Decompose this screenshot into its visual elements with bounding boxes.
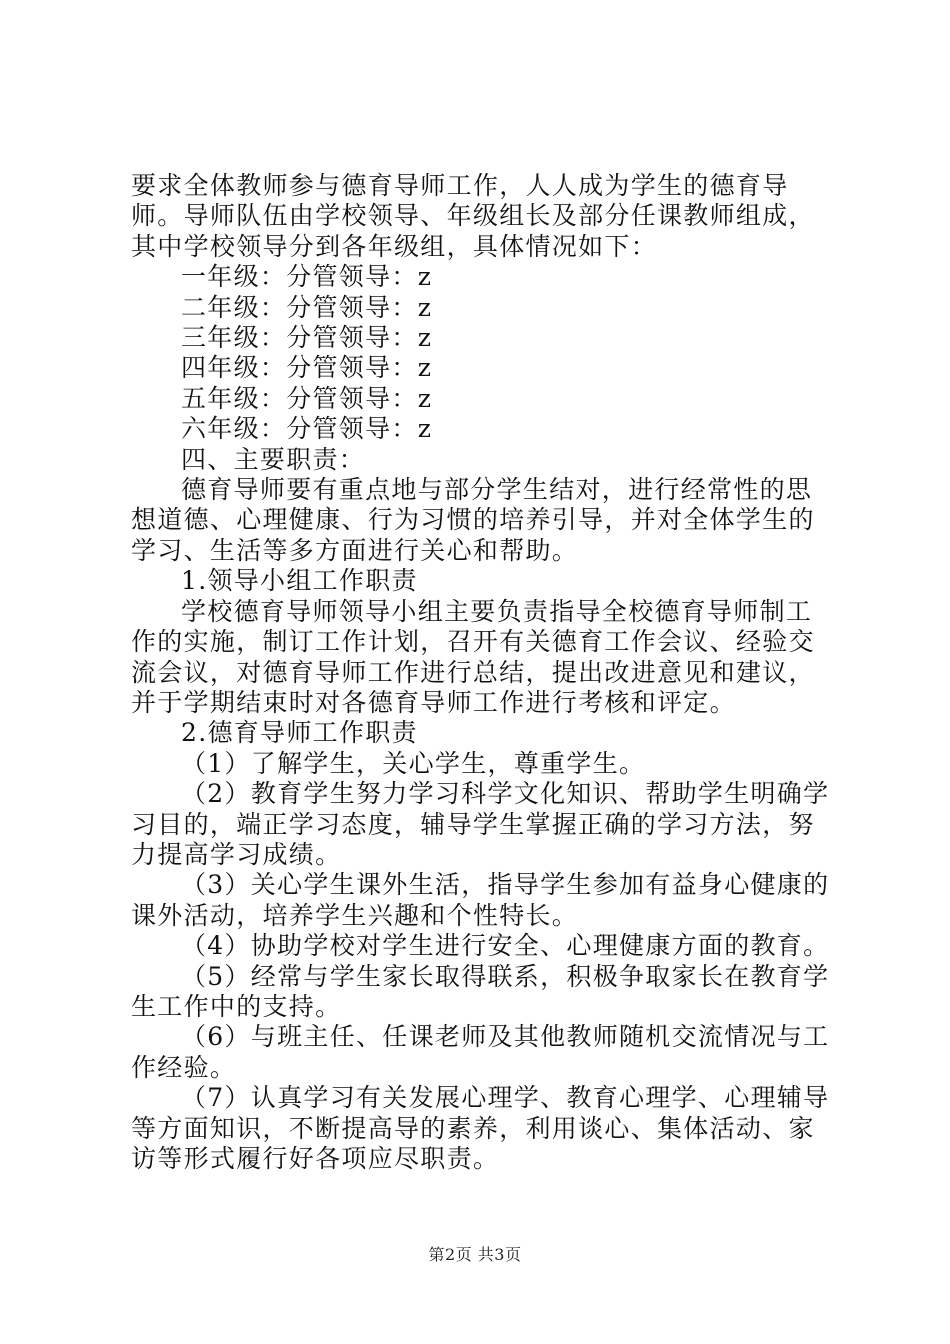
duty-item-7: （7）认真学习有关发展心理学、教育心理学、心理辅导等方面知识，不断提高导的素养，利用谈心、集体活动、家访等形式履行好各项应尽职责。 — [131, 1083, 830, 1173]
grade-6-leader-line: 六年级：分管领导：z — [181, 414, 433, 444]
duty-item-5: （5）经常与学生家长取得联系，积极争取家长在教育学生工作中的支持。 — [131, 961, 830, 1021]
grade-1-leader-line: 一年级：分管领导：z — [181, 262, 433, 292]
duty-item-2: （2）教育学生努力学习科学文化知识、帮助学生明确学习目的，端正学习态度，辅导学生掌握正确的学习方法，努力提高学习成绩。 — [131, 779, 830, 869]
duty-item-3: （3）关心学生课外生活，指导学生参加有益身心健康的课外活动，培养学生兴趣和个性特长。 — [131, 870, 830, 930]
section-heading-main-duties: 四、主要职责： — [181, 444, 366, 474]
paragraph-duties-overview: 德育导师要有重点地与部分学生结对，进行经常性的思想道德、心理健康、行为习惯的培养引导，并对全体学生的学习、生活等多方面进行关心和帮助。 — [131, 475, 815, 565]
grade-3-leader-line: 三年级：分管领导：z — [181, 323, 433, 353]
paragraph-intro: 要求全体教师参与德育导师工作，人人成为学生的德育导师。导师队伍由学校领导、年级组长及部分任课教师组成，其中学校领导分到各年级组，具体情况如下： — [131, 171, 815, 261]
page-number-label: 第2页 共3页 — [428, 1245, 522, 1264]
paragraph-leadership-group: 学校德育导师领导小组主要负责指导全校德育导师制工作的实施，制订工作计划，召开有关德育工作会议、经验交流会议，对德育导师工作进行总结，提出改进意见和建议，并于学期结束时对各德育导师工作进行考核和评定。 — [131, 596, 815, 717]
document-body — [131, 171, 831, 1174]
page-footer — [0, 1244, 950, 1266]
subheading-leadership-group-duties: 1.领导小组工作职责 — [181, 566, 418, 596]
grade-2-leader-line: 二年级：分管领导：z — [181, 292, 433, 322]
duty-item-6: （6）与班主任、任课老师及其他教师随机交流情况与工作经验。 — [131, 1022, 830, 1082]
duty-item-4: （4）协助学校对学生进行安全、心理健康方面的教育。 — [181, 931, 830, 961]
grade-5-leader-line: 五年级：分管领导：z — [181, 383, 433, 413]
grade-4-leader-line: 四年级：分管领导：z — [181, 353, 433, 383]
subheading-mentor-duties: 2.德育导师工作职责 — [181, 718, 418, 748]
duty-item-1: （1）了解学生，关心学生，尊重学生。 — [181, 748, 646, 778]
